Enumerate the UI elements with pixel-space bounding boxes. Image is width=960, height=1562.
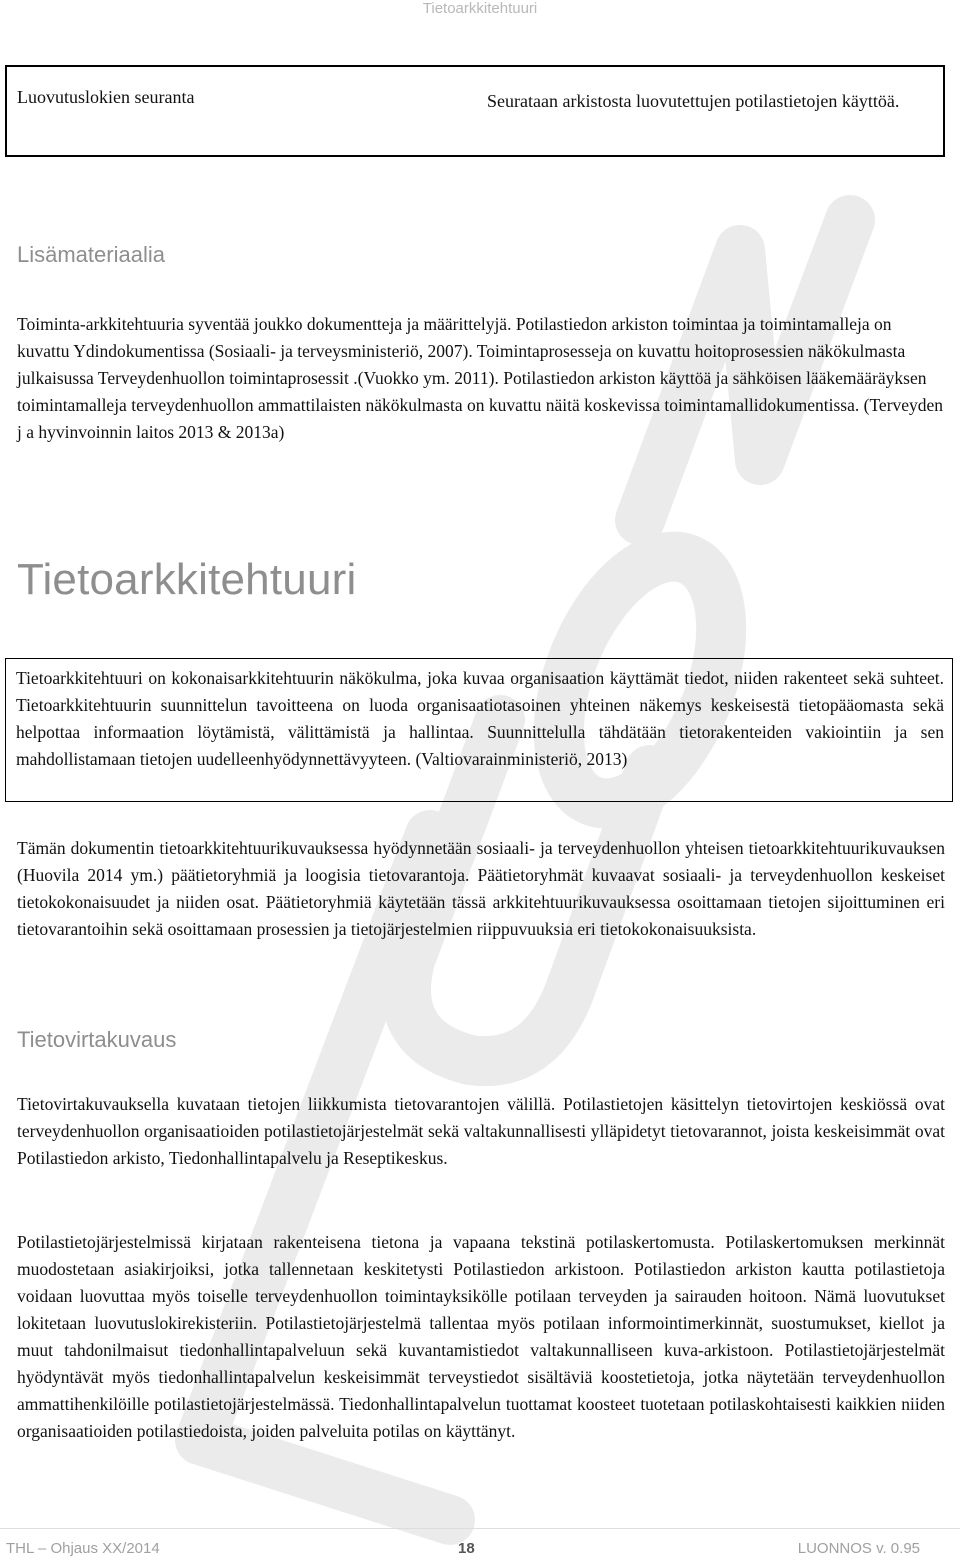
heading-tietovirtakuvaus: Tietovirtakuvaus	[17, 1027, 177, 1052]
footer-publication: THL – Ohjaus XX/2014	[6, 1540, 160, 1557]
definition-paragraph: Tietoarkkitehtuuri on kokonaisarkkitehtuurin näkökulma, joka kuvaa organisaation käyttämät tiedot, niiden rakenteet sekä suhteet. Tietoarkkitehtuurin suunnittelun tavoitteena on luoda organisaatiotasoinen yhteinen näkemys keskeisestä tietopääomasta sekä helpottaa informaation löytämistä, välittämistä ja hallintaa. Suunnittelulla tähdätään tietorakenteiden vakiointiin ja sen mahdollistamaan tietojen uudelleenhyödynnettävyyteen. (Valtiovarainministeriö, 2013)	[16, 668, 944, 769]
table-row	[5, 65, 945, 157]
page-footer	[0, 1540, 960, 1562]
paragraph-tietoarkkitehtuuri: Tämän dokumentin tietoarkkitehtuurikuvauksessa hyödynnetään sosiaali- ja terveydenhuollon yhteisen tietoarkkitehtuurikuvauksen (Huovila 2014 ym.) päätietoryhmiä ja loogisia tietovarantoja. Päätietoryhmät kuvaavat sosiaali- ja terveydenhuollon keskeiset tietokokonaisuudet ja niiden osat. Päätietoryhmiä käytetään tässä arkkitehtuurikuvauksessa osoittamaan tietojen sijoittuminen eri tietovarantoihin sekä osoittamaan prosessien ja tietojärjestelmien riippuvuuksia eri tietokokonaisuuksista.	[17, 838, 945, 939]
paragraph-tietovirtakuvaus-1: Tietovirtakuvauksella kuvataan tietojen liikkumista tietovarantojen välillä. Potilastietojen käsittelyn tietovirtojen keskiössä ovat terveydenhuollon organisaatioiden potilastietojärjestelmät sekä valtakunnallisesti ylläpidetyt tietovarannot, joista keskeisimmät ovat Potilastiedon arkisto, Tiedonhallintapalvelu ja Reseptikeskus.	[17, 1094, 945, 1168]
heading-tietoarkkitehtuuri: Tietoarkkitehtuuri	[17, 555, 357, 604]
table-cell-description: Seurataan arkistosta luovutettujen potilastietojen käyttöä.	[487, 91, 900, 111]
paragraph-lisamateriaalia: Toiminta-arkkitehtuuria syventää joukko dokumentteja ja määrittelyjä. Potilastiedon arkiston toimintaa ja toimintamalleja on kuvattu Ydindokumentissa (Sosiaali- ja terveysministeriö, 2007). Toimintaprosesseja on kuvattu hoitoprosessien näkökulmasta julkaisussa Terveydenhuollon toimintaprosessit .(Vuokko ym. 2011). Potilastiedon arkiston käyttöä ja sähköisen lääkemääräyksen toimintamalleja terveydenhuollon ammattilaisten näkökulmasta on kuvattu näitä koskevissa toimintamallidokumentissa. (Terveyden j a hyvinvoinnin laitos 2013 & 2013a)	[17, 314, 944, 442]
page-number: 18	[458, 1540, 475, 1557]
definition-box	[5, 658, 953, 802]
footer-divider	[0, 1528, 960, 1529]
running-header: Tietoarkkitehtuuri	[422, 0, 538, 17]
paragraph-tietovirtakuvaus-2: Potilastietojärjestelmissä kirjataan rakenteisena tietona ja vapaana tekstinä potilaskertomusta. Potilaskertomuksen merkinnät muodostetaan asiakirjoiksi, jotka tallennetaan keskitetysti Potilastiedon arkistoon. Potilastiedon arkiston kautta potilastietoja voidaan luovuttaa myös toiselle terveydenhuollon toimintayksikölle potilaan terveyden ja sairauden hoitoon. Nämä luovutukset lokitetaan luovutuslokirekisteriin. Potilastietojärjestelmä tallentaa myös potilaan informointimerkinnät, suostumukset, kiellot ja muut tahdonilmaisut tiedonhallintapalveluun sekä kuvantamistiedot valtakunnalliseen kuva-arkistoon. Potilastietojärjestelmät hyödyntävät myös tiedonhallintapalvelun keskeisimmät terveystiedot sisältäviä koostetietoja, jotka näytetään terveydenhuollon ammattihenkilöille potilastietojärjestelmässä. Tiedonhallintapalvelun tuottamat koosteet tuotetaan potilaskohtaisesti kaikkien niiden organisaatioiden potilastiedoista, joiden palveluita potilas on käyttänyt.	[17, 1232, 945, 1441]
footer-version: LUONNOS v. 0.95	[797, 1540, 920, 1557]
heading-lisamateriaalia: Lisämateriaalia	[17, 242, 165, 267]
table-cell-function: Luovutuslokien seuranta	[17, 87, 195, 107]
